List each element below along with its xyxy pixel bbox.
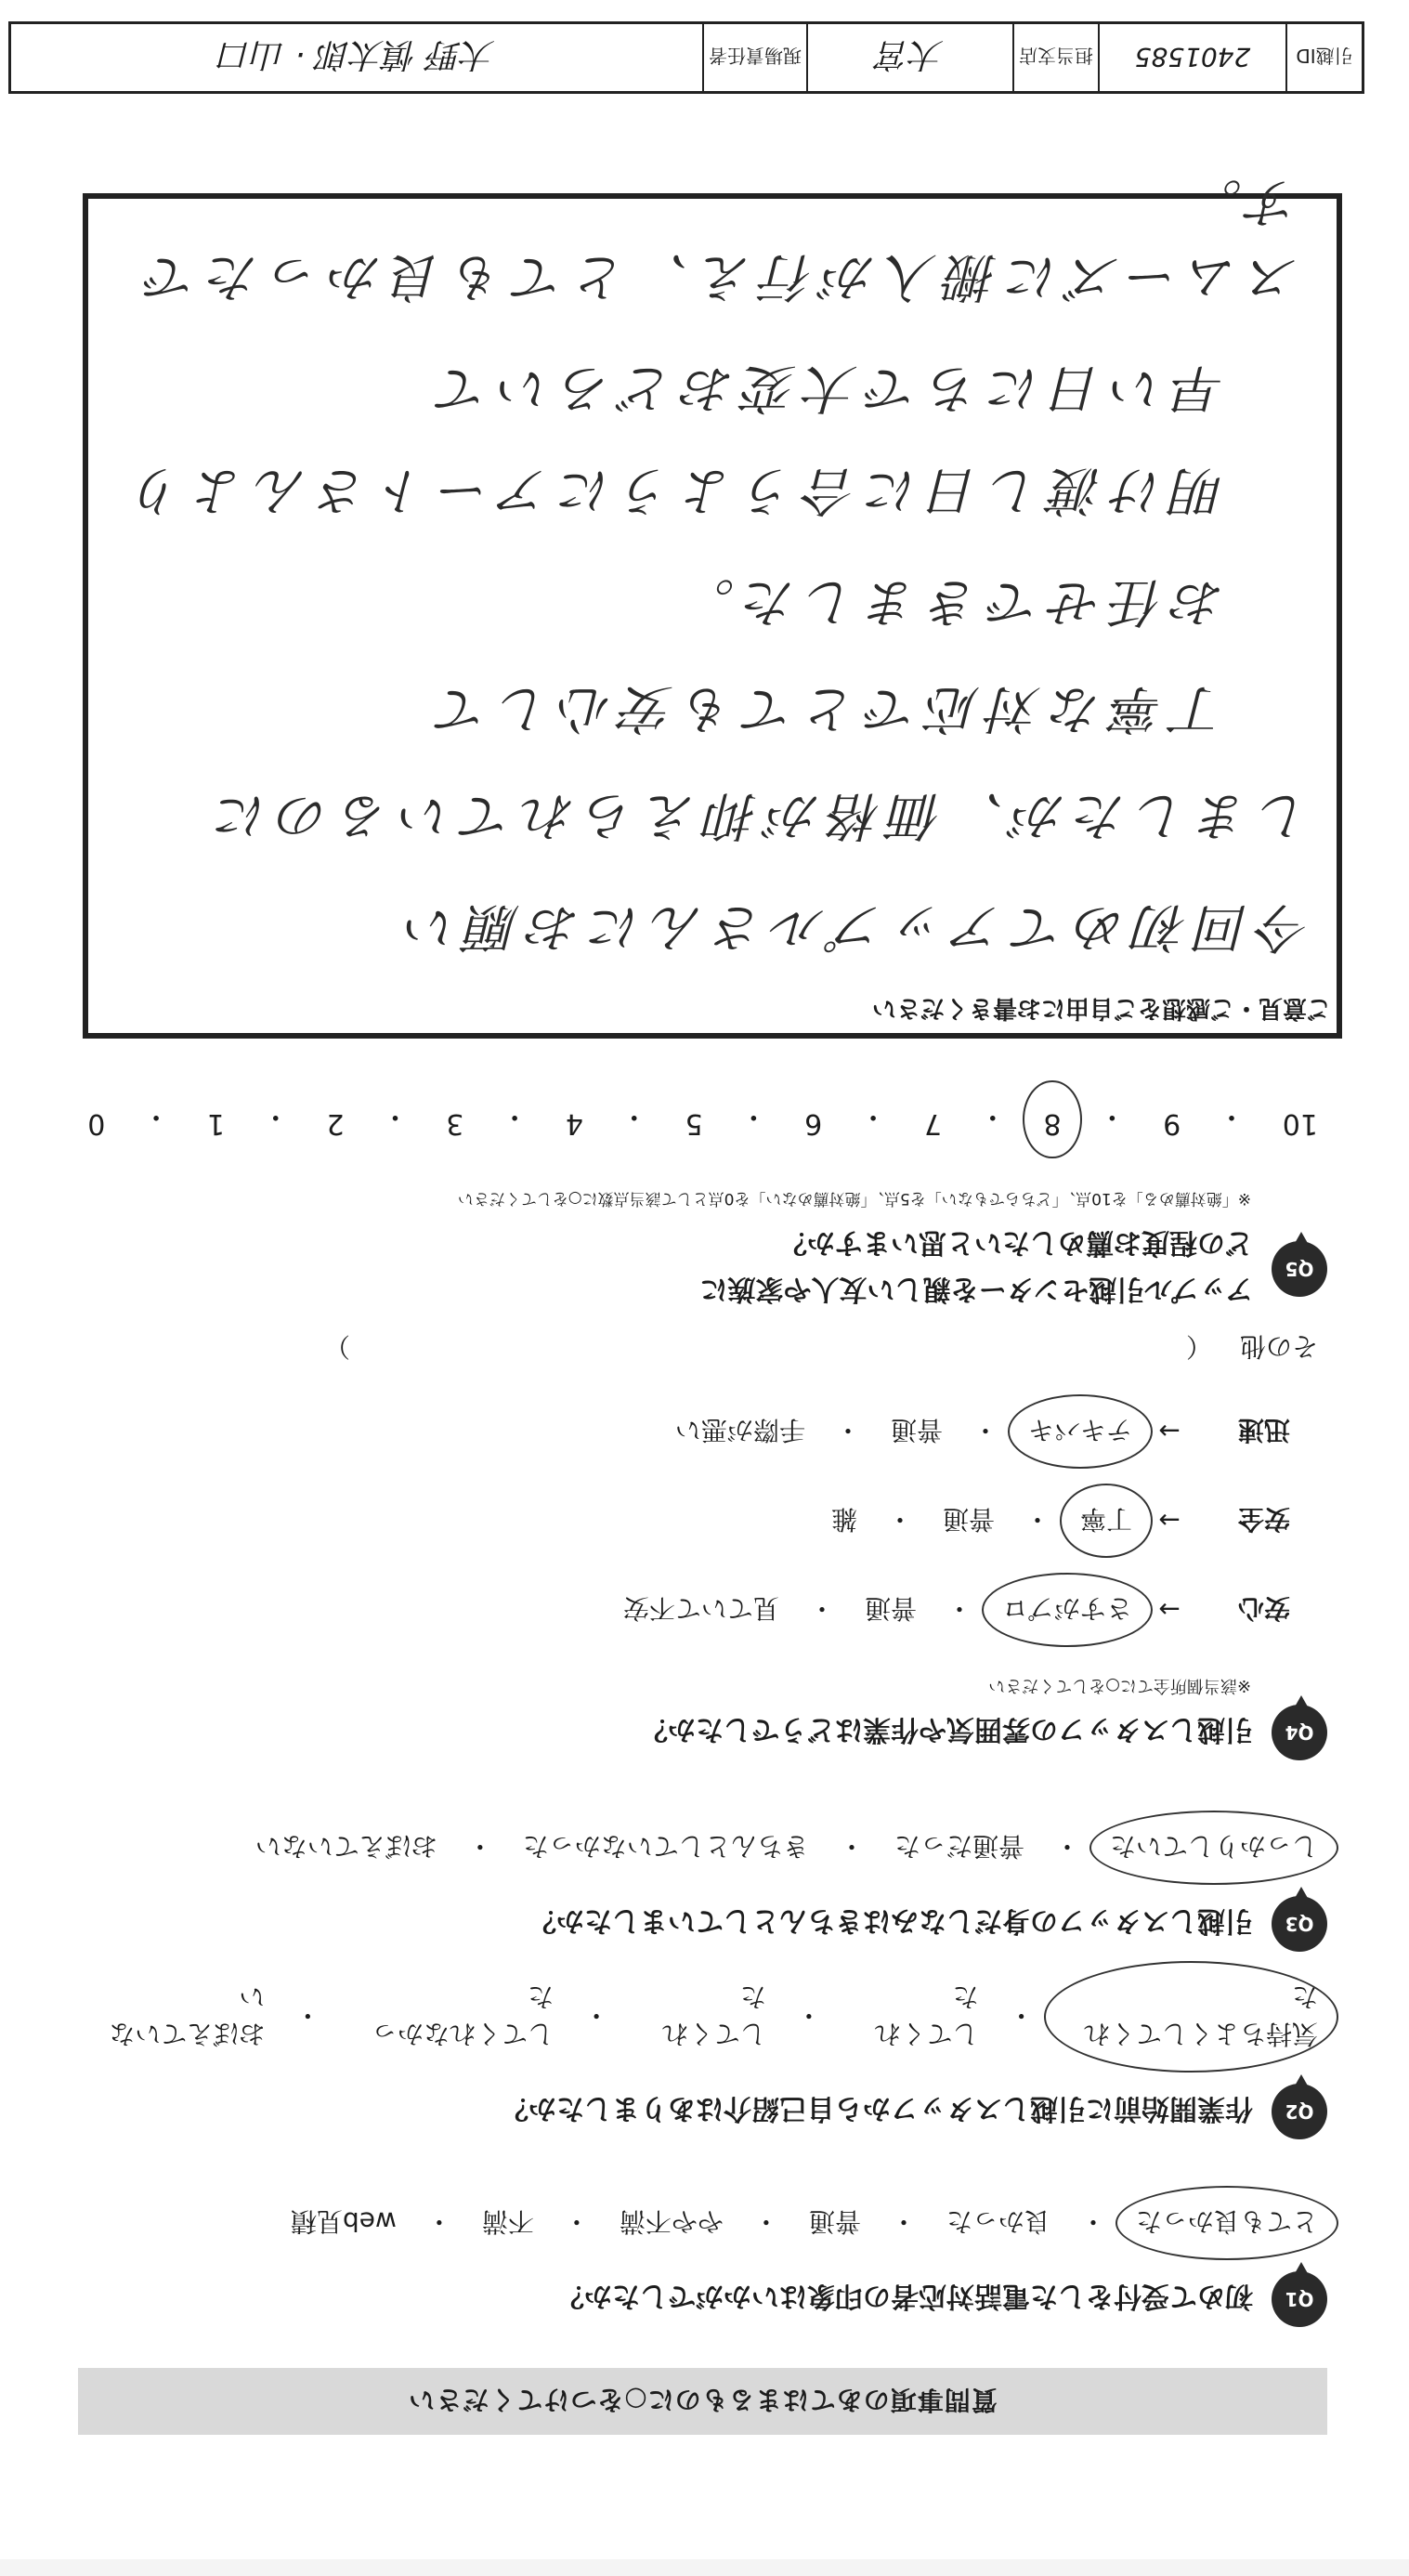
q5-score-5[interactable]: 5 — [685, 1107, 703, 1140]
question-4 — [78, 1329, 1327, 1760]
q1-option-1[interactable]: とても良かった — [1127, 2199, 1327, 2247]
q5-score-0[interactable]: 0 — [87, 1107, 106, 1140]
comment-line-6: 早い日にちで大変おどろいて — [428, 358, 1225, 418]
comment-line-1: 今回初めてアップルさんにお願い — [397, 896, 1311, 957]
comment-title: ご意見・ご感想をご自由にお書きください — [871, 994, 1331, 1022]
id-value: 2401585 — [1098, 24, 1285, 91]
comment-line-5: 明け渡し日に合うようにアートさんより — [123, 460, 1225, 520]
q3-option-4[interactable]: おぼえていない — [254, 1831, 437, 1862]
q4-other-label: その他 — [1239, 1331, 1318, 1362]
q1-option-3[interactable]: 普通 — [808, 2206, 861, 2237]
q4-row-jinsoku: 迅速 → テキパキ ・ 普通 ・ 手際が悪い — [78, 1407, 1290, 1456]
q5-score-8[interactable]: 8 — [1035, 1093, 1071, 1145]
q2-badge: Q2 — [1272, 2084, 1327, 2139]
arrow-right-icon: → — [1158, 1594, 1181, 1626]
comment-line-7: スムーズに搬入が行え、とても良かったです。 — [137, 172, 1299, 307]
comment-line-3: 丁寧な対応でとても安心して — [428, 678, 1225, 739]
q2-option-5[interactable]: おぼえていない — [109, 1981, 266, 2049]
branch-value: 大宮 — [806, 24, 1012, 91]
q5-score-1[interactable]: 1 — [206, 1107, 225, 1140]
q2-option-4[interactable]: してくれなかった — [372, 1981, 554, 2049]
q5-score-7[interactable]: 7 — [923, 1107, 942, 1140]
comment-box[interactable] — [83, 172, 1342, 1039]
q2-option-1[interactable]: 気持ちよくしてくれた — [1055, 1974, 1327, 2059]
q5-score-10[interactable]: 10 — [1282, 1107, 1318, 1140]
q4-other-open: （ — [1185, 1331, 1212, 1362]
q4-row-2-option-3[interactable]: 雑 — [830, 1504, 857, 1535]
q4-row-3-label: 迅速 — [1237, 1415, 1290, 1445]
q1-option-5[interactable]: 不満 — [481, 2206, 534, 2237]
q5-text-line-2: どの程度お薦めしたいと思いますか？ — [779, 1226, 1253, 1259]
q4-row-1-label: 安心 — [1237, 1593, 1290, 1624]
instruction-bar: 質問事項のあてはまるものに○をつけてください — [78, 2368, 1327, 2435]
q1-option-2[interactable]: 良かった — [946, 2206, 1050, 2237]
q4-row-3-option-2[interactable]: 普通 — [890, 1415, 943, 1445]
q1-option-6[interactable]: web見積 — [290, 2206, 397, 2237]
q4-row-2-label: 安全 — [1237, 1504, 1290, 1535]
q3-option-3[interactable]: きちんとしていなかった — [522, 1831, 809, 1862]
q4-row-2-option-1[interactable]: 丁寧 — [1071, 1497, 1142, 1545]
q4-row-other — [78, 1329, 1318, 1366]
q4-row-2-option-2[interactable]: 普通 — [942, 1504, 995, 1535]
q4-row-1-option-2[interactable]: 普通 — [864, 1593, 917, 1624]
comment-line-4: お任せできました。 — [673, 571, 1225, 632]
q4-row-3-option-1[interactable]: テキパキ — [1019, 1407, 1142, 1456]
q4-row-anzen: 安全 → 丁寧 ・ 普通 ・ 雑 — [78, 1497, 1290, 1545]
question-2: Q2 作業開始前に引越しスタッフから自己紹介はありましたか？ 気持ちよくしてくれた ・ してくれた ・ してくれた ・ してくれなかった ・ おぼえていない — [78, 1974, 1327, 2139]
q5-scale: 10 ・ 9 ・ 8 ・ 7 ・ 6 ・ 5 ・ 4 ・ 3 ・ 2 ・ 1 ・ 0 — [78, 1093, 1327, 1145]
q1-badge: Q1 — [1272, 2271, 1327, 2327]
question-5 — [78, 1189, 1327, 1313]
q5-score-9[interactable]: 9 — [1163, 1107, 1181, 1140]
q5-score-6[interactable]: 6 — [804, 1107, 823, 1140]
q2-option-3[interactable]: してくれた — [661, 1981, 766, 2049]
q5-question — [700, 1225, 1254, 1313]
q4-note: ※該当個所全てに○をしてください — [988, 1676, 1251, 1695]
scan-edge — [0, 2559, 1409, 2576]
q5-badge: Q5 — [1272, 1241, 1327, 1297]
arrow-right-icon: → — [1158, 1505, 1181, 1536]
q3-badge: Q3 — [1272, 1896, 1327, 1952]
q2-text: 作業開始前に引越しスタッフから自己紹介はありましたか？ — [501, 2092, 1253, 2125]
id-label: 引越ID — [1285, 24, 1362, 91]
q5-score-2[interactable]: 2 — [326, 1107, 345, 1140]
branch-label: 担当支店 — [1012, 24, 1098, 91]
q4-row-1-option-1[interactable]: さすがプロ — [993, 1586, 1142, 1634]
leader-value: 大野 慎太郎 · 山口 — [218, 35, 495, 74]
q5-text-line-1: アップル引越センターを親しい友人や家族に — [699, 1273, 1253, 1305]
q4-other-close: ） — [323, 1331, 350, 1362]
id-table — [8, 21, 1364, 94]
q4-row-3-option-3[interactable]: 手際が悪い — [674, 1415, 805, 1445]
q4-row-anshin: 安心 → さすがプロ ・ 普通 ・ 見ていて不安 — [78, 1586, 1290, 1634]
q3-option-2[interactable]: 普通だった — [894, 1831, 1024, 1862]
q2-option-2[interactable]: してくれた — [874, 1981, 979, 2049]
q3-text: 引越しスタッフの身だしなみはきちんとしていましたか？ — [528, 1904, 1253, 1937]
q5-score-4[interactable]: 4 — [565, 1107, 583, 1140]
comment-line-2: しましたが、価格が抑えられているのに — [207, 785, 1311, 845]
q1-text: 初めて受付をした電話対応者の印象はいかがでしたか？ — [556, 2280, 1253, 2312]
arrow-right-icon: → — [1158, 1416, 1181, 1447]
q3-option-1[interactable]: しっかりしていた — [1101, 1824, 1327, 1872]
q1-option-4[interactable]: やや不満 — [619, 2206, 724, 2237]
question-1: Q1 初めて受付をした電話対応者の印象はいかがでしたか？ とても良かった ・ 良かった ・ 普通 ・ やや不満 ・ 不満 ・ web見積 — [78, 2199, 1327, 2327]
question-3: Q3 引越しスタッフの身だしなみはきちんとしていましたか？ しっかりしていた ・ 普通だった ・ きちんとしていなかった ・ おぼえていない — [78, 1824, 1327, 1952]
q4-text: 引越しスタッフの雰囲気や作業はどうでしたか？ — [640, 1713, 1253, 1746]
q5-note: ※「絶対薦める」を10点、「どちらでもない」を5点、「絶対薦めない」を0点として該当点数に○をしてください — [457, 1189, 1251, 1208]
q5-score-3[interactable]: 3 — [446, 1107, 464, 1140]
q4-badge: Q4 — [1272, 1705, 1327, 1760]
q4-row-1-option-3[interactable]: 見ていて不安 — [622, 1593, 779, 1624]
leader-label: 現場責任者 — [702, 24, 806, 91]
